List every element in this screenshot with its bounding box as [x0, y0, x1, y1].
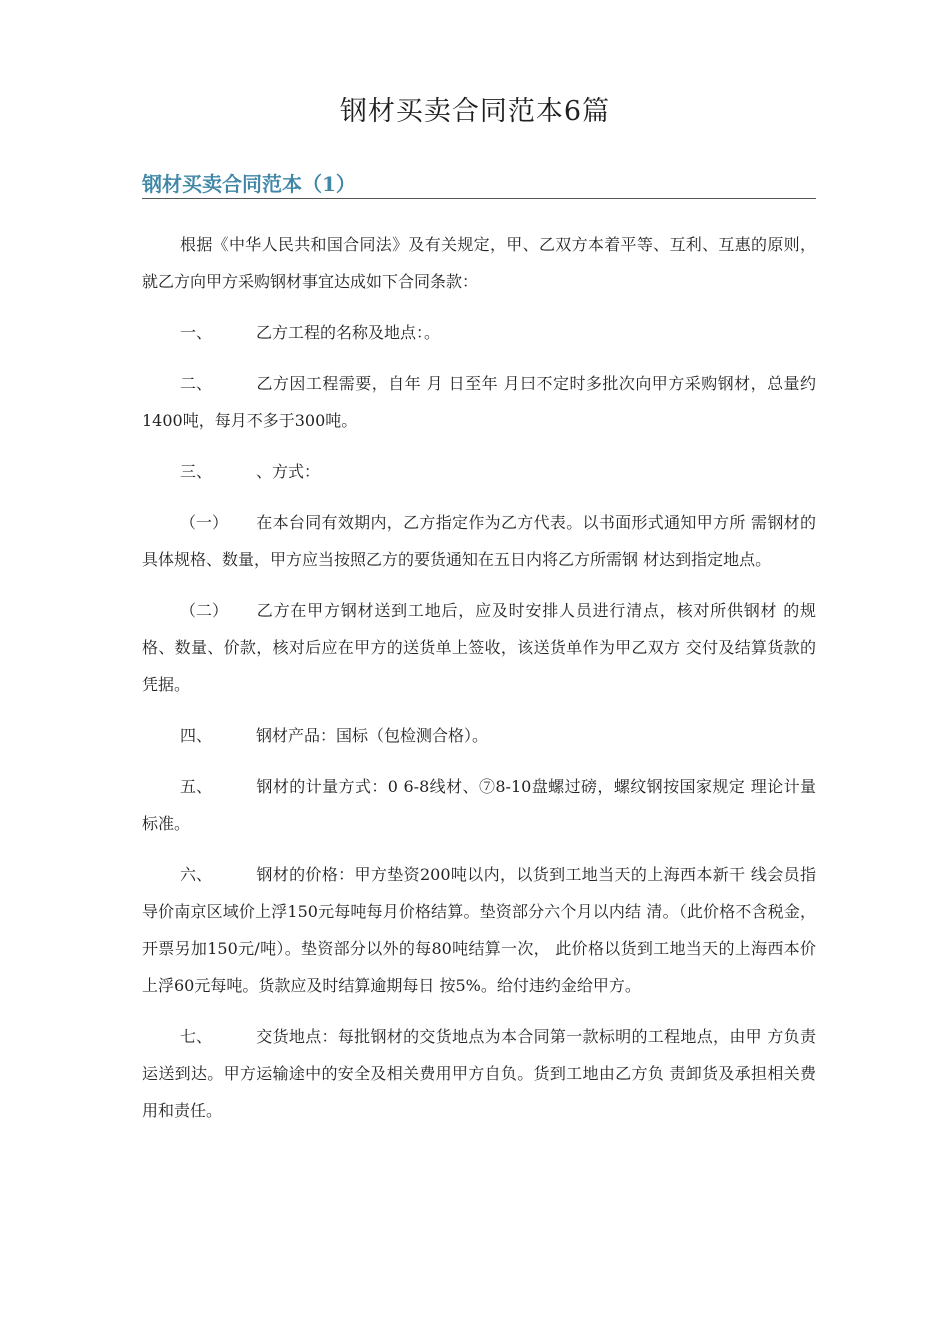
- clause-number: 一、: [180, 323, 213, 342]
- section-heading: 钢材买卖合同范本（1）: [142, 170, 816, 199]
- clause-number: 五、: [180, 777, 213, 796]
- clause-text: 乙方在甲方钢材送到工地后，应及时安排人员进行清点，核对所供钢材 的规格、数量、价款，核对后应在甲方的送货单上签收，该送货单作为甲乙双方 交付及结算货款的凭据。: [142, 601, 816, 694]
- clause-number: 四、: [180, 726, 213, 745]
- clause-2: [142, 365, 816, 439]
- clause-number: 三、: [180, 462, 213, 481]
- clause-number: 六、: [180, 865, 213, 884]
- clause-text: 、方式：: [256, 462, 321, 481]
- clause-5: [142, 768, 816, 842]
- clause-number: （二）: [180, 601, 229, 620]
- clause-number: 七、: [180, 1027, 213, 1046]
- document-title: 钢材买卖合同范本6篇: [339, 96, 611, 127]
- clause-3-2: [142, 592, 816, 703]
- clause-4: [142, 717, 816, 754]
- clause-6: [142, 856, 816, 1004]
- clause-text: 乙方工程的名称及地点：。: [256, 323, 441, 342]
- clause-text: 交货地点：每批钢材的交货地点为本合同第一款标明的工程地点，由甲 方负责运送到达。甲方运输途中的安全及相关费用甲方自负。货到工地由乙方负 责卸货及承担相关费用和责任。: [142, 1027, 816, 1120]
- clause-text: 乙方因工程需要，自年 月 日至年 月曰不定时多批次向甲方采购钢材，总量约1400吨，每月不多于300吨。: [142, 374, 816, 430]
- clause-1: [142, 314, 816, 351]
- clause-3-1: [142, 504, 816, 578]
- clause-text: 钢材的价格：甲方垫资200吨以内，以货到工地当天的上海西本新干 线会员指导价南京区域价上浮150元每吨每月价格结算。垫资部分六个月以内结 清。（此价格不含税金，开票另加150元/吨）。垫资部分以外的每80吨结算一次， 此价格以货到工地当天的上海西本价上浮60元每吨。货款应及时结算逾期每日 按5%。给付违约金给甲方。: [142, 865, 816, 995]
- clause-7: [142, 1018, 816, 1129]
- paragraph-text: 根据《中华人民共和国合同法》及有关规定，甲、乙双方本着平等、互利、互惠的原则，就乙方向甲方采购钢材事宜达成如下合同条款：: [142, 235, 816, 291]
- clause-3: [142, 453, 816, 490]
- clause-number: （一）: [180, 513, 229, 532]
- clause-text: 在本台同有效期内，乙方指定作为乙方代表。以书面形式通知甲方所 需钢材的具体规格、数量，甲方应当按照乙方的要货通知在五日内将乙方所需钢 材达到指定地点。: [142, 513, 816, 569]
- paragraph-preamble: [142, 226, 816, 300]
- clause-number: 二、: [180, 374, 213, 393]
- clause-text: 钢材产品：国标（包检测合格）。: [256, 726, 489, 745]
- clause-text: 钢材的计量方式：0 6-8线材、⑦8-10盘螺过磅，螺纹钢按国家规定 理论计量标准。: [142, 777, 816, 833]
- contract-body: [142, 226, 816, 1143]
